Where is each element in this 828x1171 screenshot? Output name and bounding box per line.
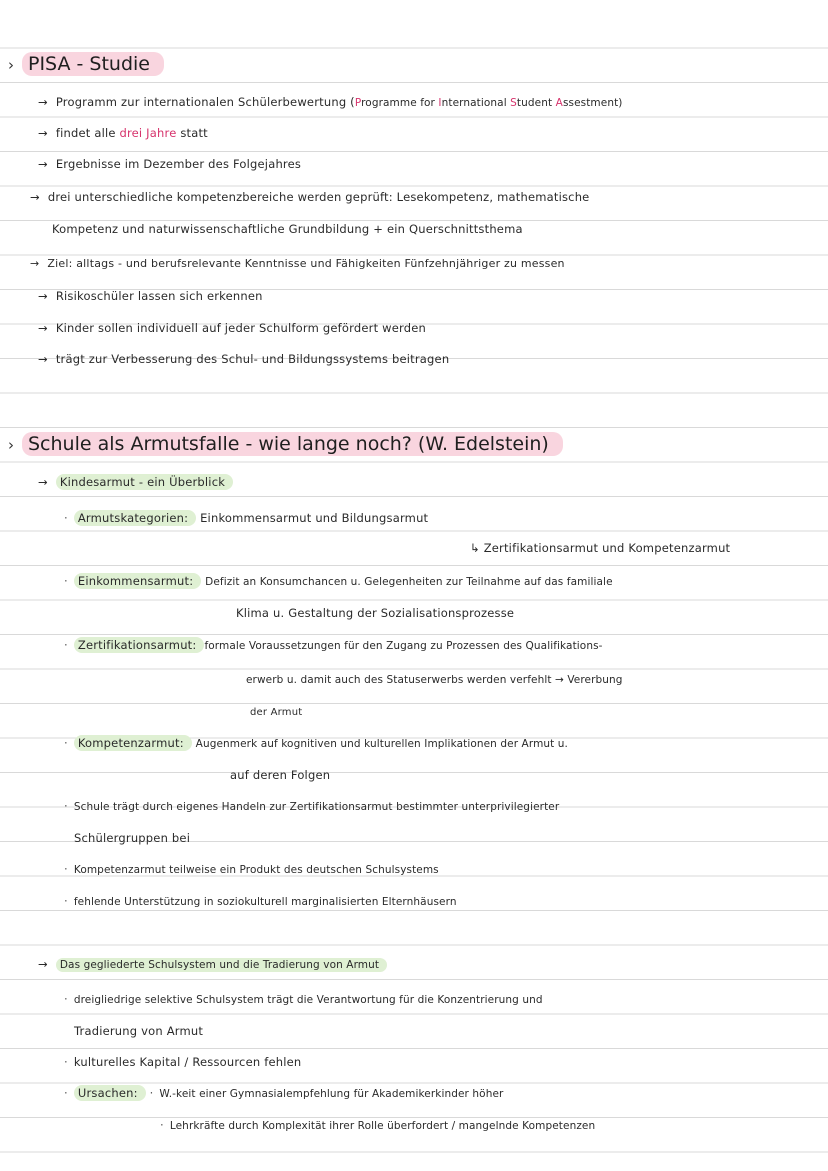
gegliedertes-schulsystem-subheading xyxy=(38,956,387,973)
ursachen-line-2 xyxy=(160,1117,595,1134)
pisa-line-2 xyxy=(38,125,208,141)
pisa-line-7 xyxy=(38,288,263,304)
text: statt xyxy=(176,126,208,140)
text: Risikoschüler lassen sich erkennen xyxy=(55,289,263,303)
kompetenzarmut-line xyxy=(64,735,568,752)
bullet-icon: · xyxy=(64,799,68,813)
text: Einkommensarmut und Bildungsarmut xyxy=(200,511,429,525)
text: Schülergruppen bei xyxy=(74,831,191,845)
arrow-icon: → xyxy=(38,126,48,140)
text: drei Jahre xyxy=(119,126,177,140)
text: ssestment) xyxy=(562,97,623,109)
fehlende-unterstuetzung-line xyxy=(64,893,457,910)
bullet-icon: · xyxy=(64,992,68,1006)
armut-title: Schule als Armutsfalle - wie lange noch? (W. Edelstein) xyxy=(22,432,563,456)
zertifikationsarmut-line xyxy=(64,637,603,654)
chevron-icon: › xyxy=(8,56,14,74)
pisa-line-9 xyxy=(38,351,449,367)
arrow-icon: → xyxy=(38,95,48,109)
bullet-icon: · xyxy=(149,1086,154,1100)
text: Klima u. Gestaltung der Sozialisationsprozesse xyxy=(236,606,515,620)
text: Ziel: alltags - und berufsrelevante Kenntnisse und Fähigkeiten Fünfzehnjähriger zu messen xyxy=(47,257,565,270)
text: rogramme for xyxy=(361,97,439,109)
kindesarmut-subheading xyxy=(38,474,233,490)
text: Ursachen: xyxy=(74,1085,146,1101)
bullet-icon: · xyxy=(160,1118,164,1132)
chevron-icon: › xyxy=(8,436,14,454)
text: Defizit an Konsumchancen u. Gelegenheiten zur Teilnahme auf das familiale xyxy=(205,576,613,588)
arrow-icon: → xyxy=(38,957,48,971)
bullet-icon: · xyxy=(64,862,68,876)
pisa-line-3 xyxy=(38,156,301,172)
pisa-line-1 xyxy=(38,94,622,111)
text: Kinder sollen individuell auf jeder Schulform gefördert werden xyxy=(55,321,427,335)
armutskategorien-sub xyxy=(470,540,730,556)
text: W.-keit einer Gymnasialempfehlung für Akademikerkinder höher xyxy=(159,1088,504,1100)
bullet-icon: · xyxy=(64,1086,68,1100)
arrow-icon: → xyxy=(38,289,48,303)
section-pisa-heading xyxy=(8,52,164,77)
text: Zertifikationsarmut: xyxy=(74,637,205,653)
arrow-icon: → xyxy=(38,321,48,335)
text: P xyxy=(354,97,362,109)
pisa-line-6 xyxy=(30,256,565,272)
text: I xyxy=(438,97,442,109)
ursachen-line xyxy=(64,1085,503,1102)
kompetenzarmut-produkt-line xyxy=(64,861,439,878)
text: fehlende Unterstützung in soziokulturell marginalisierten Elternhäusern xyxy=(73,896,457,908)
arrow-icon: → xyxy=(38,157,48,171)
text: Kindesarmut - ein Überblick xyxy=(56,474,233,490)
text: Ergebnisse im Dezember des Folgejahres xyxy=(55,157,302,171)
text: S xyxy=(510,97,517,109)
bullet-icon: · xyxy=(64,574,68,588)
text: Augenmerk auf kognitiven und kulturellen Implikationen der Armut u. xyxy=(195,738,568,750)
text: Lehrkräfte durch Komplexität ihrer Rolle überfordert / mangelnde Kompetenzen xyxy=(169,1120,596,1132)
text: kulturelles Kapital / Ressourcen fehlen xyxy=(73,1055,302,1069)
schule-zertifikation-line-2 xyxy=(74,830,190,846)
bullet-icon: · xyxy=(64,894,68,908)
text: drei unterschiedliche kompetenzbereiche werden geprüft: Lesekompetenz, mathematische xyxy=(47,190,590,204)
pisa-line-4 xyxy=(30,189,589,205)
text: tudent xyxy=(516,97,556,109)
arrow-icon: → xyxy=(38,352,48,366)
text: Das gegliederte Schulsystem und die Tradierung von Armut xyxy=(56,958,387,972)
schule-zertifikation-line xyxy=(64,798,559,815)
text: Armutskategorien: xyxy=(74,510,196,526)
text: Kompetenzarmut: xyxy=(74,735,192,751)
arrow-icon: → xyxy=(30,190,40,204)
section-armut-heading xyxy=(8,432,563,457)
dreigliedrig-line xyxy=(64,991,543,1008)
bullet-icon: · xyxy=(64,1055,68,1069)
zertifikationsarmut-line-3 xyxy=(250,703,302,721)
arrow-icon: → xyxy=(30,257,40,270)
text: dreigliedrige selektive Schulsystem trägt die Verantwortung für die Konzentrierung und xyxy=(73,994,543,1006)
text: ↳ Zertifikationsarmut und Kompetenzarmut xyxy=(470,541,731,555)
kulturelles-kapital-line xyxy=(64,1054,301,1070)
pisa-title: PISA - Studie xyxy=(22,52,164,76)
text: Kompetenz und naturwissenschaftliche Grundbildung + ein Querschnittsthema xyxy=(52,222,523,236)
zertifikationsarmut-line-2 xyxy=(246,671,623,688)
bullet-icon: · xyxy=(64,511,68,525)
text: Programm zur internationalen Schülerbewertung ( xyxy=(55,95,355,109)
einkommensarmut-line-2 xyxy=(236,605,514,621)
text: auf deren Folgen xyxy=(230,768,331,782)
pisa-line-5 xyxy=(52,221,523,237)
text: der Armut xyxy=(250,707,303,718)
text: Kompetenzarmut teilweise ein Produkt des deutschen Schulsystems xyxy=(73,864,439,876)
text: nternational xyxy=(441,97,511,109)
armutskategorien-line xyxy=(64,510,428,526)
pisa-line-8 xyxy=(38,320,426,336)
bullet-icon: · xyxy=(64,638,68,652)
text: A xyxy=(555,97,563,109)
dreigliedrig-line-2 xyxy=(74,1023,203,1039)
kompetenzarmut-line-2 xyxy=(230,767,330,783)
text: Schule trägt durch eigenes Handeln zur Zertifikationsarmut bestimmter unterprivilegierter xyxy=(73,801,560,813)
text: findet alle xyxy=(55,126,120,140)
text: Tradierung von Armut xyxy=(74,1024,204,1038)
text: erwerb u. damit auch des Statuserwerbs werden verfehlt → Vererbung xyxy=(246,674,623,686)
text: formale Voraussetzungen für den Zugang zu Prozessen des Qualifikations- xyxy=(204,640,603,652)
einkommensarmut-line xyxy=(64,573,613,590)
bullet-icon: · xyxy=(64,736,68,750)
arrow-icon: → xyxy=(38,475,48,489)
text: Einkommensarmut: xyxy=(74,573,201,589)
text: trägt zur Verbesserung des Schul- und Bildungssystems beitragen xyxy=(55,352,450,366)
